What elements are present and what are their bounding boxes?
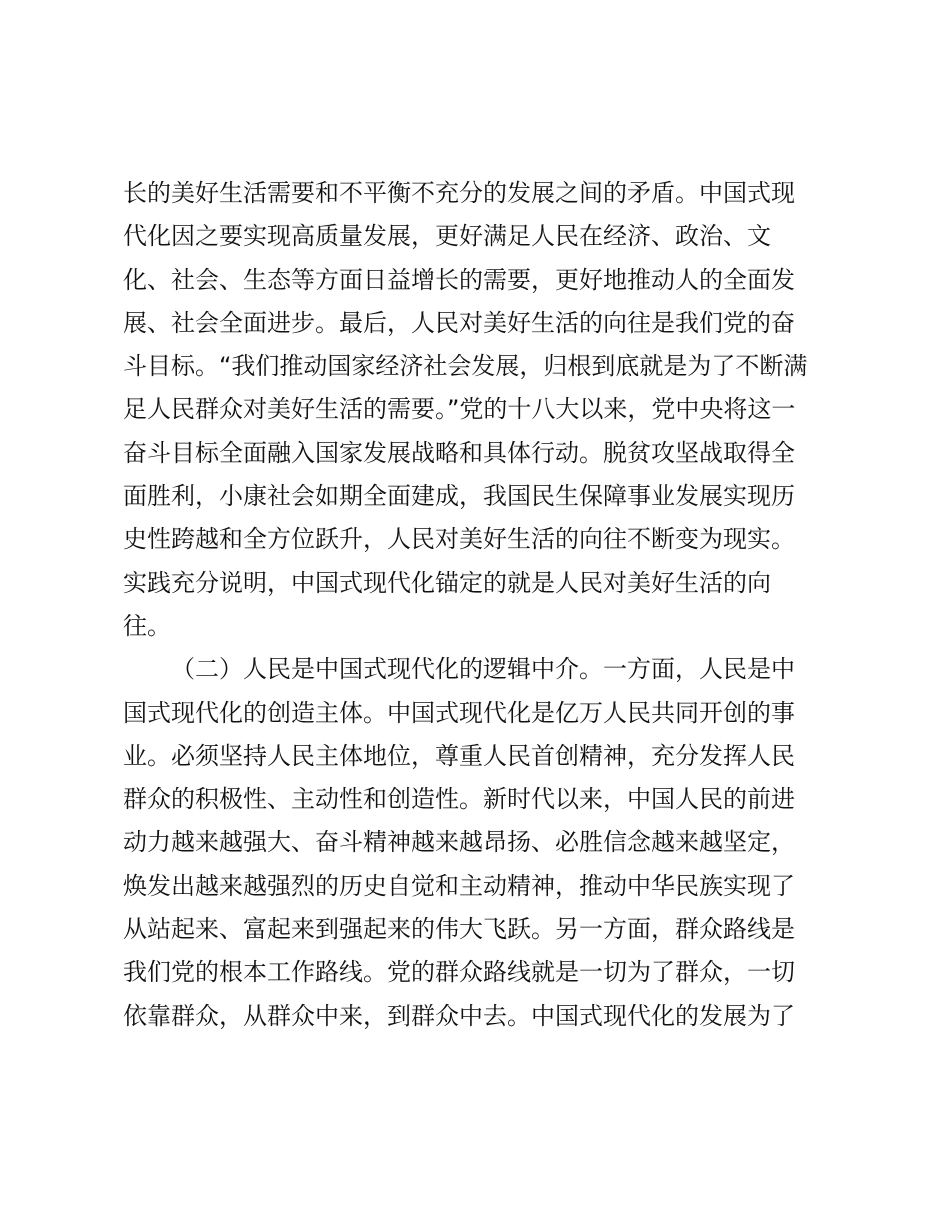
text-line: 面胜利，小康社会如期全面建成，我国民生保障事业发展实现历 <box>123 482 795 511</box>
text-line: 奋斗目标全面融入国家发展战略和具体行动。脱贫攻坚战取得全 <box>123 438 795 467</box>
body-text <box>123 172 843 1038</box>
text-line: 群众的积极性、主动性和创造性。新时代以来，中国人民的前进 <box>123 785 795 814</box>
text-line: 长的美好生活需要和不平衡不充分的发展之间的矛盾。中国式现 <box>123 179 795 207</box>
text-line: 实践充分说明，中国式现代化锚定的就是人民对美好生活的向 <box>123 568 771 597</box>
text-line: 化、社会、生态等方面日益增长的需要，更好地推动人的全面发 <box>123 265 795 294</box>
text-line: 代化因之要实现高质量发展，更好满足人民在经济、政治、文 <box>123 222 771 251</box>
text-line: 焕发出越来越强烈的历史自觉和主动精神，推动中华民族实现了 <box>123 871 795 900</box>
text-line: 国式现代化的创造主体。中国式现代化是亿万人民共同开创的事 <box>123 698 795 727</box>
text-line: 从站起来、富起来到强起来的伟大飞跃。另一方面，群众路线是 <box>123 915 795 944</box>
text-line: 业。必须坚持人民主体地位，尊重人民首创精神，充分发挥人民 <box>123 741 795 770</box>
text-line: 动力越来越强大、奋斗精神越来越昂扬、必胜信念越来越坚定， <box>123 828 795 857</box>
text-line: 展、社会全面进步。最后，人民对美好生活的向往是我们党的奋 <box>123 308 795 337</box>
text-line: 斗目标。“我们推动国家经济社会发展，归根到底就是为了不断满 <box>123 352 808 381</box>
section-heading-line: （二）人民是中国式现代化的逻辑中介。一方面，人民是中 <box>171 655 795 684</box>
text-line: 足人民群众对美好生活的需要。”党的十八大以来，党中央将这一 <box>123 395 796 424</box>
text-line: 史性跨越和全方位跃升，人民对美好生活的向往不断变为现实。 <box>123 525 795 554</box>
text-line: 往。 <box>123 611 171 640</box>
text-line: 我们党的根本工作路线。党的群众路线就是一切为了群众，一切 <box>123 958 795 987</box>
text-line: 依靠群众，从群众中来，到群众中去。中国式现代化的发展为了 <box>123 1001 795 1030</box>
